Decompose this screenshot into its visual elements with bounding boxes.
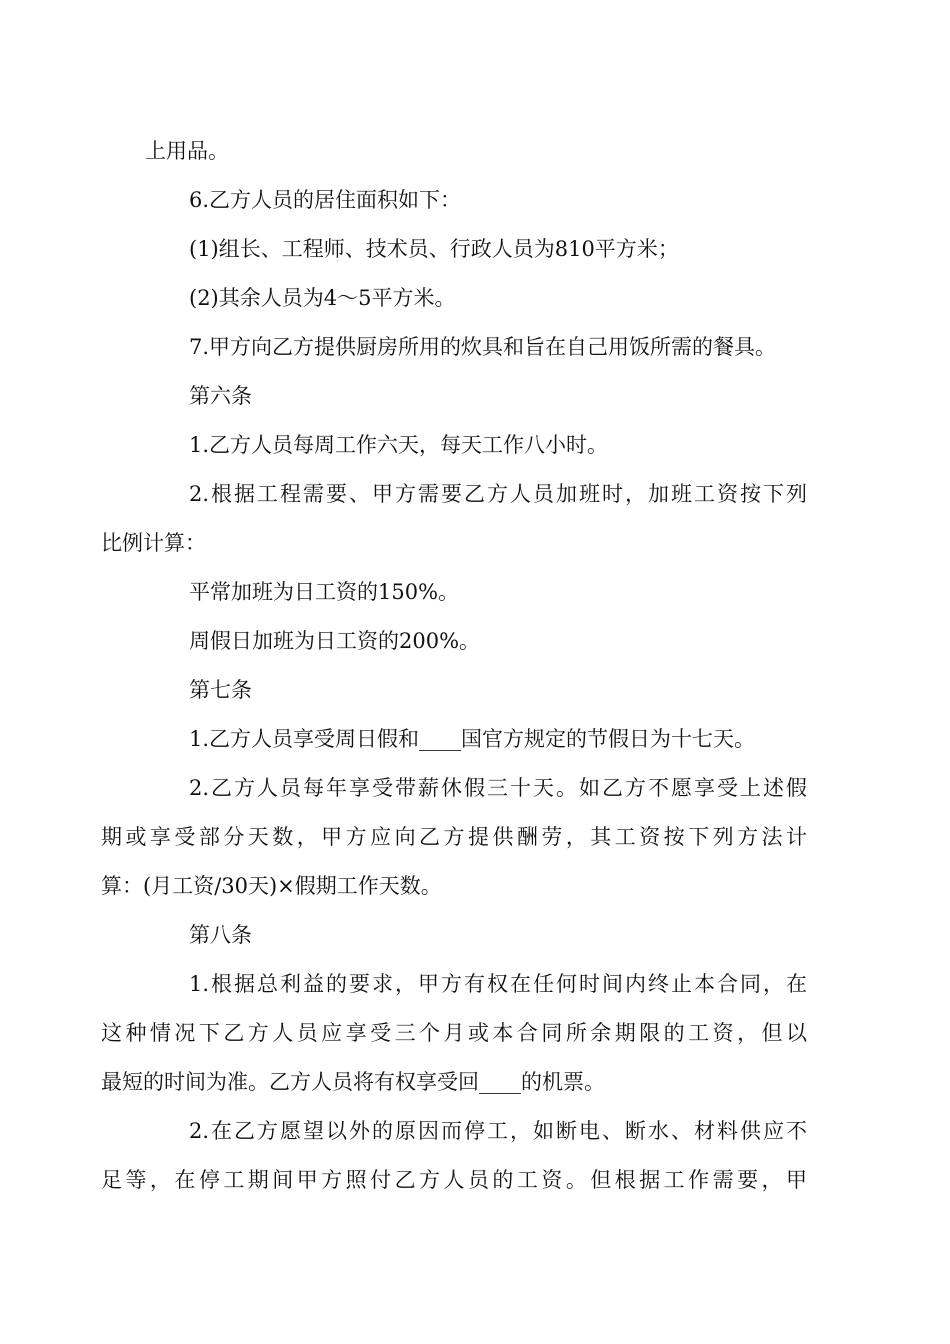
- text-line: 2.在乙方愿望以外的原因而停工，如断电、断水、材料供应不: [189, 1119, 807, 1143]
- article-7-item-1: [145, 715, 807, 764]
- clause-6-item-6-sub-2: [145, 274, 807, 323]
- section-heading-article-8: [145, 911, 807, 960]
- text-line: 期或享受部分天数，甲方应向乙方提供酬劳，其工资按下列方法计: [101, 825, 807, 849]
- text-line: 算：(月工资/30天)×假期工作天数。: [101, 874, 442, 898]
- text-line: 1.乙方人员每周工作六天，每天工作八小时。: [189, 433, 609, 457]
- article-7-item-2: [101, 764, 807, 911]
- section-heading-article-6: [145, 372, 807, 421]
- text-line: 第六条: [189, 384, 252, 408]
- overtime-rate-normal: [145, 568, 807, 617]
- text-line: 第七条: [189, 678, 252, 702]
- text-line: 7.甲方向乙方提供厨房所用的炊具和旨在自己用饭所需的餐具。: [189, 335, 777, 359]
- clause-6-item-6: [145, 176, 807, 225]
- text-line: 第八条: [189, 923, 252, 947]
- article-6-item-2: [101, 470, 807, 568]
- article-8-item-2: [101, 1107, 807, 1205]
- article-6-item-1: [145, 421, 807, 470]
- text-line: 上用品。: [145, 139, 229, 163]
- text-line: 比例计算：: [101, 531, 206, 555]
- article-8-item-1: [101, 960, 807, 1107]
- text-line: 足等，在停工期间甲方照付乙方人员的工资。但根据工作需要，甲: [101, 1168, 807, 1192]
- overtime-rate-holiday: [145, 617, 807, 666]
- text-line: 周假日加班为日工资的200%。: [189, 629, 481, 653]
- clause-6-item-6-sub-1: [145, 225, 807, 274]
- text-line: 1.乙方人员享受周日假和____国官方规定的节假日为十七天。: [189, 727, 756, 751]
- section-heading-article-7: [145, 666, 807, 715]
- paragraph-continuation: [145, 127, 807, 176]
- text-line: (1)组长、工程师、技术员、行政人员为810平方米；: [189, 237, 679, 261]
- text-line: 2.乙方人员每年享受带薪休假三十天。如乙方不愿享受上述假: [189, 776, 807, 800]
- clause-item-7: [145, 323, 807, 372]
- text-line: 1.根据总利益的要求，甲方有权在任何时间内终止本合同，在: [189, 972, 807, 996]
- text-line: (2)其余人员为4～5平方米。: [189, 286, 456, 310]
- text-line: 最短的时间为准。乙方人员将有权享受回____的机票。: [101, 1070, 605, 1094]
- text-line: 平常加班为日工资的150%。: [189, 580, 460, 604]
- text-line: 2.根据工程需要、甲方需要乙方人员加班时，加班工资按下列: [189, 482, 807, 506]
- text-line: 这种情况下乙方人员应享受三个月或本合同所余期限的工资，但以: [101, 1021, 807, 1045]
- document-body: [101, 127, 807, 1205]
- text-line: 6.乙方人员的居住面积如下：: [189, 188, 462, 212]
